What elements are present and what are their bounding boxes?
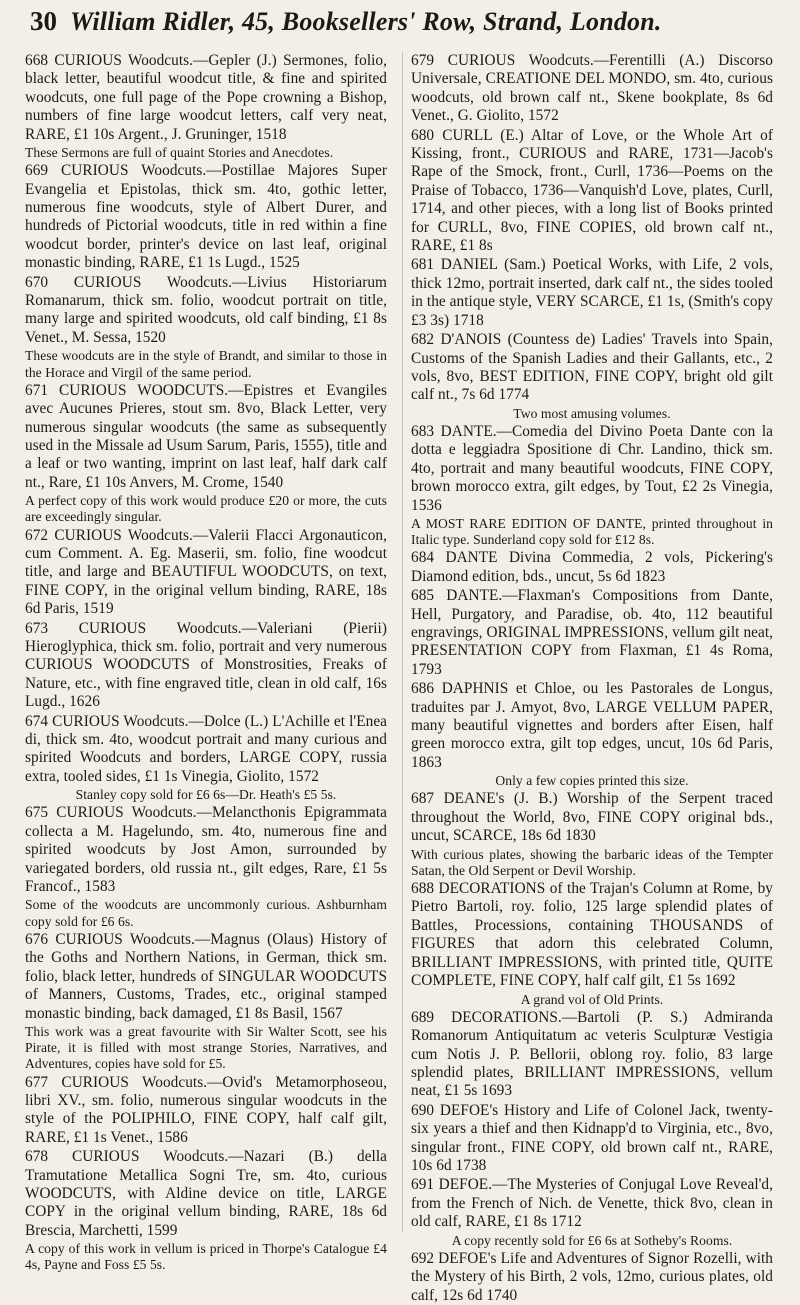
note-text: Stanley copy sold for £6 6s—Dr. Heath's £5 5s.	[75, 787, 337, 803]
running-title: William Ridler, 45, Booksellers' Row, Strand, London.	[70, 7, 662, 36]
entry-text: 688 DECORATIONS of the Trajan's Column at Rome, by Pietro Bartoli, roy. folio, 125 large splendid plates of Battles, Processions, containing THOUSANDS of FIGURES that adorn this celebrated Column, BRILLIANT IMPRESSIONS, with printed title, QUITE COMPLETE, FINE COPY, half calf gilt, £1 5s 1692	[411, 880, 773, 990]
catalogue-note	[25, 787, 387, 803]
catalogue-entry	[411, 256, 773, 330]
entry-text: 680 CURLL (E.) Altar of Love, or the Whole Art of Kissing, front., CURIOUS and RARE, 1731—Jacob's Rape of the Smock, front., Curll, 1736—Poems on the Praise of Tobacco, 1736—Vanquish'd Love, plates, Curll, 1714, and other pieces, with a long list of Books printed for CURLL, 8vo, FINE COPIES, old brown calf nt., RARE, £1 8s	[411, 126, 773, 255]
catalogue-entry	[25, 527, 387, 619]
note-text: These woodcuts are in the style of Brandt, and similar to those in the Horace and Virgil of the same period.	[25, 348, 387, 380]
entry-text: 678 CURIOUS Woodcuts.—Nazari (B.) della Tramutatione Metallica Sogni Tre, sm. 4to, curious WOODCUTS, with Aldine device on title, LARGE COPY in the original vellum binding, RARE, 18s 6d Brescia, Marchetti, 1599	[25, 1148, 387, 1239]
note-text: With curious plates, showing the barbaric ideas of the Tempter Satan, the Old Serpent or Devil Worship.	[411, 846, 773, 878]
entry-text: 677 CURIOUS Woodcuts.—Ovid's Metamorphoseou, libri XV., sm. folio, numerous singular woodcuts in the style of the POLIPHILO, FINE COPY, half calf gilt, RARE, £1 1s Venet., 1586	[25, 1073, 387, 1146]
note-text: A grand vol of Old Prints.	[520, 991, 664, 1007]
catalogue-note	[411, 847, 773, 879]
catalogue-entry	[411, 1009, 773, 1101]
entry-text: 672 CURIOUS Woodcuts.—Valerii Flacci Argonauticon, cum Comment. A. Eg. Maserii, sm. folio, fine woodcut title, and large and BEAUTIFUL WOODCUTS, on text, FINE COPY, in the original vellum binding, RARE, 18s 6d Paris, 1519	[25, 526, 387, 618]
catalogue-note	[411, 1233, 773, 1249]
entry-text: 676 CURIOUS Woodcuts.—Magnus (Olaus) History of the Goths and Northern Nations, in German, thick sm. folio, black letter, hundreds of SINGULAR WOODCUTS of Manners, Customs, Trades, etc., original stamped monastic binding, back damaged, £1 8s Basil, 1567	[25, 930, 387, 1022]
note-text: Two most amusing volumes.	[513, 405, 671, 421]
catalogue-entry	[25, 382, 387, 492]
catalogue-entry	[25, 162, 387, 272]
catalogue-note	[25, 145, 387, 161]
note-text: A MOST RARE EDITION OF DANTE, printed throughout in Italic type. Sunderland copy sold for £12 8s.	[411, 515, 773, 548]
entry-text: 687 DEANE's (J. B.) Worship of the Serpent traced throughout the World, 8vo, FINE COPY original bds., uncut, SCARCE, 18s 6d 1830	[411, 790, 773, 845]
catalogue-entry	[411, 423, 773, 515]
note-text: These Sermons are full of quaint Stories and Anecdotes.	[25, 145, 334, 161]
catalogue-note	[411, 773, 773, 789]
catalogue-entry	[411, 331, 773, 405]
entry-text: 675 CURIOUS Woodcuts.—Melancthonis Epigrammata collecta a M. Hagelundo, sm. 4to, numerous fine and spirited woodcuts by Jost Amon, surrounded by variegated borders, old russia nt., gilt edges, Rare, £1 5s Francof., 1583	[25, 804, 387, 896]
entry-text: 673 CURIOUS Woodcuts.—Valeriani (Pierii) Hieroglyphica, thick sm. folio, portrait and very numerous CURIOUS WOODCUTS of Monstrosities, Freaks of Nature, etc., with fine engraved title, clean in old calf, 16s Lugd., 1626	[25, 619, 387, 711]
catalogue-entry	[411, 1102, 773, 1176]
note-text: This work was a great favourite with Sir Walter Scott, see his Pirate, it is filled with most strange Stories, Narratives, and Adventures, copies have sold for £5.	[25, 1023, 387, 1072]
entry-text: 692 DEFOE's Life and Adventures of Signor Rozelli, with the Mystery of his Birth, 2 vols, 12mo, curious plates, old calf, 12s 6d 1740	[411, 1249, 773, 1304]
note-text: Only a few copies printed this size.	[495, 773, 689, 789]
catalogue-entry	[411, 1250, 773, 1305]
column-divider	[402, 52, 403, 1232]
catalogue-note	[25, 493, 387, 525]
entry-text: 668 CURIOUS Woodcuts.—Gepler (J.) Sermones, folio, black letter, beautiful woodcut title, & fine and spirited woodcuts, one full page of the Pope crowning a Bishop, numbers of fine large woodcut letters, calf very neat, RARE, £1 10s Argent., J. Gruninger, 1518	[25, 52, 387, 143]
entry-text: 686 DAPHNIS et Chloe, ou les Pastorales de Longus, traduites par J. Amyot, 8vo, LARGE VELLUM PAPER, many beautiful vignettes and borders after Eisen, half green morocco extra, gilt top edges, uncut, 10s 6d Paris, 1863	[411, 680, 773, 771]
catalogue-entry	[411, 680, 773, 772]
catalogue-entry	[411, 549, 773, 586]
note-text: Some of the woodcuts are uncommonly curious. Ashburnham copy sold for £6 6s.	[25, 897, 387, 929]
note-text: A copy of this work in vellum is priced in Thorpe's Catalogue £4 4s, Payne and Foss £5 5s.	[25, 1241, 387, 1273]
catalogue-entry	[411, 790, 773, 845]
catalogue-entry	[25, 804, 387, 896]
catalogue-note	[411, 992, 773, 1008]
catalogue-entry	[25, 713, 387, 787]
entry-text: 682 D'ANOIS (Countess de) Ladies' Travels into Spain, Customs of the Spanish Ladies and their Gallants, etc., 2 vols, 8vo, BEST EDITION, FINE COPY, bright old gilt calf nt., 7s 6d 1774	[411, 331, 773, 404]
entry-text: 691 DEFOE.—The Mysteries of Conjugal Love Reveal'd, from the French of Nich. de Venette, thick 8vo, clean in old calf, RARE, £1 8s 1712	[411, 1176, 773, 1231]
entry-text: 681 DANIEL (Sam.) Poetical Works, with Life, 2 vols, thick 12mo, portrait inserted, dark calf nt., the sides tooled in the antique style, VERY SCARCE, £1 1s, (Smith's copy £3 3s) 1718	[411, 256, 773, 329]
catalogue-entry	[25, 620, 387, 712]
catalogue-note	[25, 1241, 387, 1273]
entry-text: 674 CURIOUS Woodcuts.—Dolce (L.) L'Achille et l'Enea di, thick sm. 4to, woodcut portrait and many curious and spirited Woodcuts and borders, LARGE COPY, russia extra, tooled sides, £1 1s Vinegia, Giolito, 1572	[25, 712, 387, 785]
page-number: 30	[30, 6, 57, 36]
catalogue-note	[25, 1024, 387, 1073]
entry-text: 670 CURIOUS Woodcuts.—Livius Historiarum Romanarum, thick sm. folio, woodcut portrait on title, many large and spirited woodcuts, old calf binding, £1 8s Venet., M. Sessa, 1520	[25, 273, 387, 346]
entry-text: 669 CURIOUS Woodcuts.—Postillae Majores Super Evangelia et Epistolas, thick sm. 4to, gothic letter, numerous fine woodcuts, style of Albert Durer, and hundreds of Pictorial woodcuts, title in red within a fine woodcut border, printer's device on last leaf, original monastic binding, RARE, £1 1s Lugd., 1525	[25, 162, 387, 272]
catalogue-entry	[25, 52, 387, 144]
catalogue-entry	[25, 931, 387, 1023]
right-column	[411, 52, 773, 1304]
entry-text: 685 DANTE.—Flaxman's Compositions from Dante, Hell, Purgatory, and Paradise, ob. 4to, 112 beautiful engravings, ORIGINAL IMPRESSIONS, vellum gilt neat, PRESENTATION COPY from Flaxman, £1 4s Roma, 1793	[411, 587, 773, 678]
left-column	[25, 52, 387, 1273]
entry-text: 671 CURIOUS WOODCUTS.—Epistres et Evangiles avec Aucunes Prieres, stout sm. 8vo, Black Letter, very numerous singular woodcuts (the same as subsequently used in the Missale ad Usum Sarum, Paris, 1555), title and a leaf or two wanting, imprint on last leaf, half dark calf nt., Rare, £1 10s Anvers, M. Crome, 1540	[25, 381, 387, 491]
catalogue-entry	[25, 1074, 387, 1148]
entry-text: 683 DANTE.—Comedia del Divino Poeta Dante con la dotta e leggiadra Spositione di Chr. Landino, thick sm. 4to, portrait and many beautiful woodcuts, FINE COPY, brown morocco extra, gilt edges, by Tout, £2 2s Vinegia, 1536	[411, 422, 773, 514]
catalogue-entry	[25, 274, 387, 348]
catalogue-entry	[411, 127, 773, 256]
catalogue-entry	[411, 1176, 773, 1231]
catalogue-note	[25, 897, 387, 929]
entry-text: 679 CURIOUS Woodcuts.—Ferentilli (A.) Discorso Universale, CREATIONE DEL MONDO, sm. 4to, curious woodcuts, old brown calf nt., Skene bookplate, 8s 6d Venet., G. Giolito, 1572	[411, 52, 773, 125]
catalogue-note	[411, 406, 773, 422]
catalogue-note	[25, 348, 387, 380]
catalogue-entry	[411, 880, 773, 990]
entry-text: 689 DECORATIONS.—Bartoli (P. S.) Admiranda Romanorum Antiquitatum ac veteris Sculpturæ Vestigia cum Notis J. P. Bellorii, oblong roy. folio, 83 large splendid plates, BRILLIANT IMPRESSIONS, vellum neat, £1 5s 1693	[411, 1008, 773, 1100]
entry-text: 690 DEFOE's History and Life of Colonel Jack, twenty-six years a thief and then Kidnapp'd to Virginia, etc., 8vo, singular front., FINE COPY, old brown calf nt., RARE, 10s 6d 1738	[411, 1101, 773, 1174]
entry-text: 684 DANTE Divina Commedia, 2 vols, Pickering's Diamond edition, bds., uncut, 5s 6d 1823	[411, 549, 773, 585]
note-text: A copy recently sold for £6 6s at Sotheby's Rooms.	[451, 1232, 733, 1248]
note-text: A perfect copy of this work would produce £20 or more, the cuts are exceedingly singular.	[25, 493, 387, 525]
catalogue-entry	[411, 587, 773, 679]
catalogue-note	[411, 516, 773, 548]
page-header	[30, 6, 770, 46]
catalogue-entry	[25, 1148, 387, 1240]
catalogue-entry	[411, 52, 773, 126]
